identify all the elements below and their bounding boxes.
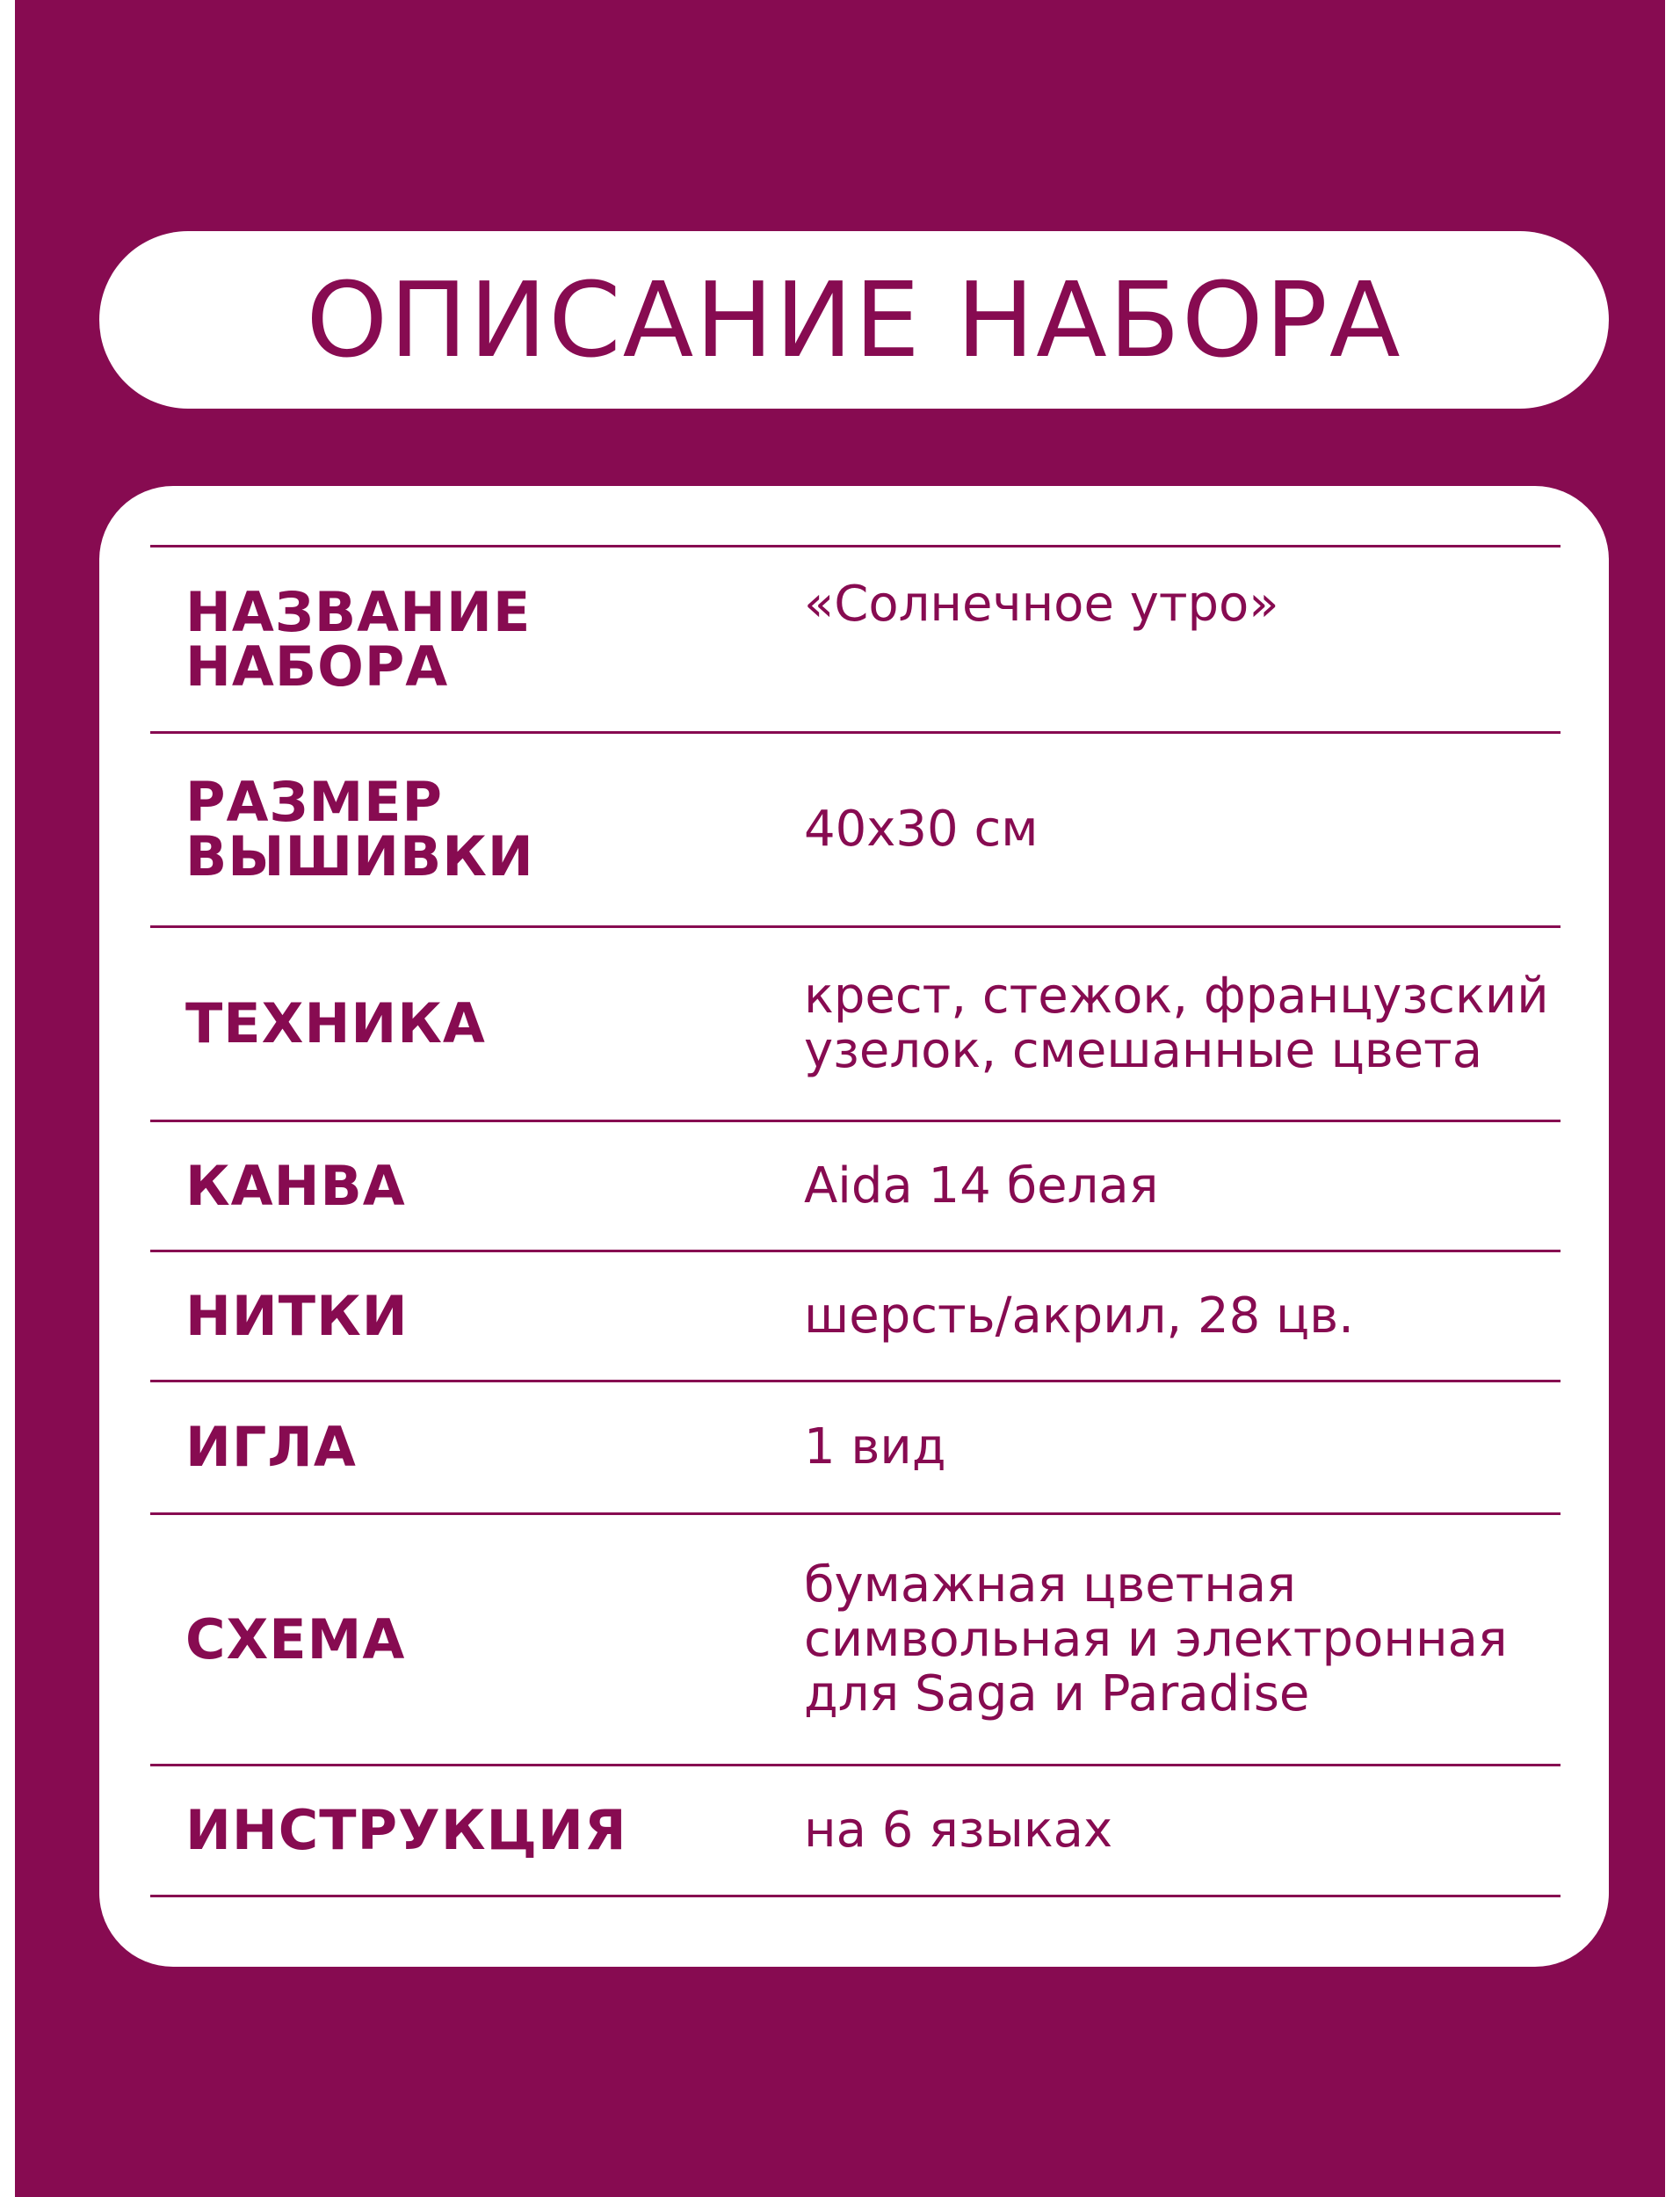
row-value-line: «Солнечное утро»: [804, 576, 1279, 633]
row-label: [185, 547, 730, 731]
row-label: [185, 1515, 730, 1764]
divider: [150, 1895, 1561, 1897]
row-value: [804, 1766, 1560, 1895]
table-row: [99, 547, 1609, 731]
row-value-line: бумажная цветная: [804, 1555, 1296, 1613]
row-label-line: ИГЛА: [185, 1415, 357, 1479]
row-label: [185, 928, 730, 1120]
table-row: [99, 1766, 1609, 1895]
row-value-line: на 6 языках: [804, 1802, 1113, 1859]
table-row: [99, 1382, 1609, 1512]
row-label-line: СХЕМА: [185, 1606, 406, 1671]
row-value: [804, 1122, 1560, 1250]
row-label-line: РАЗМЕР: [185, 770, 443, 834]
row-label: [185, 734, 730, 925]
row-label-line: ИНСТРУКЦИЯ: [185, 1798, 627, 1862]
row-value-line: для Saga и Paradise: [804, 1664, 1310, 1722]
table-row: [99, 1252, 1609, 1380]
row-value-line: узелок, смешанные цвета: [804, 1022, 1483, 1079]
background-panel: [15, 0, 1665, 2197]
table-row: [99, 1515, 1609, 1764]
row-label-line: ВЫШИВКИ: [185, 824, 534, 888]
row-value-line: Aida 14 белая: [804, 1157, 1159, 1215]
row-label: [185, 1382, 730, 1512]
row-value: [804, 547, 1560, 731]
row-value: [804, 928, 1560, 1120]
row-value-line: шерсть/акрил, 28 цв.: [804, 1287, 1354, 1345]
row-value: [804, 1515, 1560, 1764]
table-row: [99, 928, 1609, 1120]
page-title: ОПИСАНИЕ НАБОРА: [306, 259, 1402, 381]
row-value: [804, 1382, 1560, 1512]
row-value-line: символьная и электронная: [804, 1610, 1508, 1668]
row-label-line: ТЕХНИКА: [185, 991, 486, 1055]
row-value-line: 1 вид: [804, 1418, 946, 1476]
row-label-line: НАЗВАНИЕ: [185, 579, 532, 644]
row-label-line: НИТКИ: [185, 1283, 409, 1348]
row-value: [804, 1252, 1560, 1380]
spec-table: [99, 486, 1609, 1967]
title-banner: [99, 231, 1609, 409]
row-label: [185, 1122, 730, 1250]
row-value: [804, 734, 1560, 925]
row-label-line: НАБОРА: [185, 634, 449, 699]
table-row: [99, 1122, 1609, 1250]
row-label-line: КАНВА: [185, 1153, 406, 1218]
row-value-line: 40x30 см: [804, 801, 1039, 858]
table-row: [99, 734, 1609, 925]
row-label: [185, 1766, 730, 1895]
row-label: [185, 1252, 730, 1380]
row-value-line: крест, стежок, французский: [804, 968, 1549, 1025]
